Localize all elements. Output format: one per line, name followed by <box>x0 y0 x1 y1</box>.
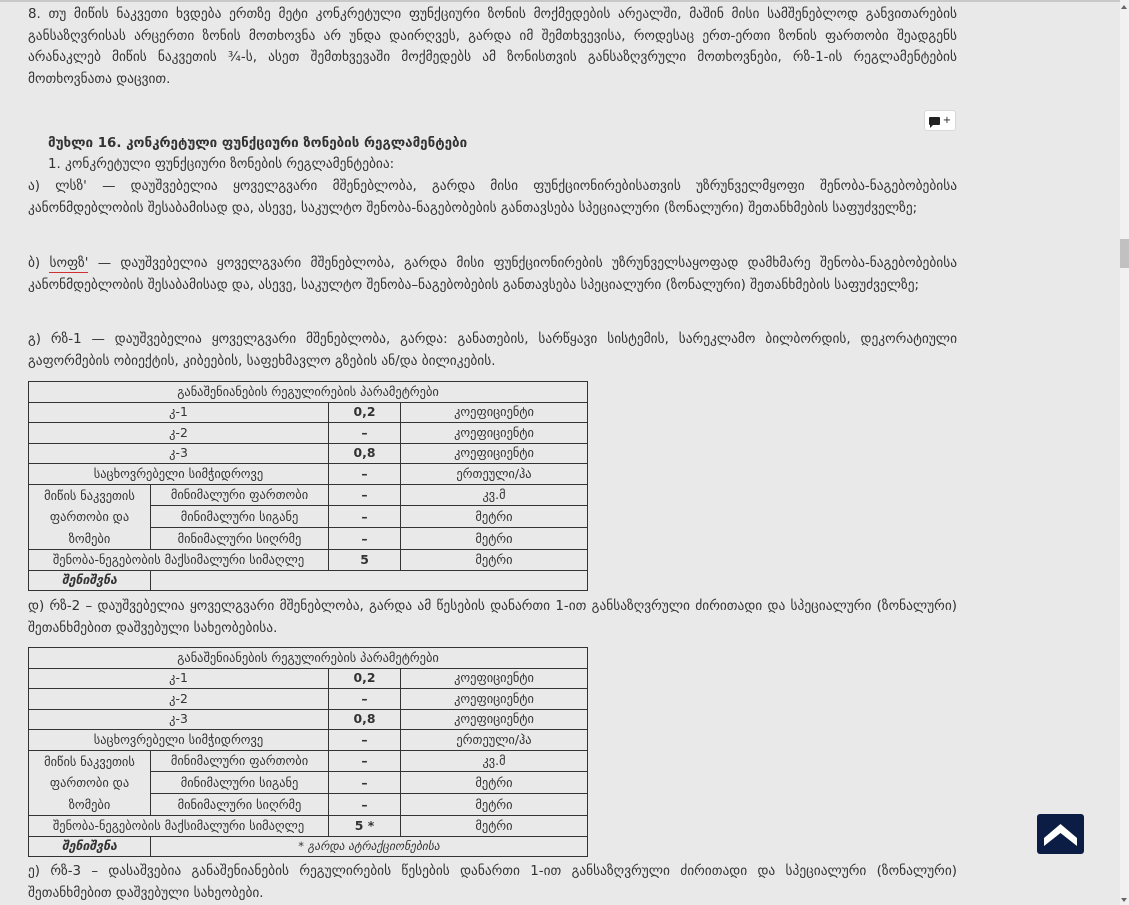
row-label: მინიმალური სიღრმე <box>151 528 329 550</box>
table-row <box>29 402 588 423</box>
table-row <box>29 550 588 571</box>
table-header: განაშენიანების რეგულირების პარამეტრები <box>29 382 588 403</box>
row-label: მინიმალური სიგანე <box>151 506 329 528</box>
group-label <box>29 484 151 550</box>
plus-label: + <box>942 114 952 126</box>
row-unit: მეტრი <box>401 528 588 550</box>
table-row <box>29 668 588 689</box>
group-label-line: ფართობი და <box>49 509 130 524</box>
row-unit: მეტრი <box>401 816 588 837</box>
paragraph-8: 8. თუ მიწის ნაკვეთი ხვდება ერთზე მეტი კონკრეტული ფუნქციური ზონის მოქმედების არეალში, მაშინ მისი სამშენებლოდ განვითარების განსაზღვრისას არცერთი ზონის მოთხოვნა არ უნდა დაირღვეს, გარდა იმ შემთხვევისა, როდესაც ერთ-ერთი ზონის ფართობი შეადგენს არანაკლებ მიწის ნაკვეთის ¾-ს, ასეთ შემთხვევაში მოქმედებს ამ ზონისთვის განსაზღვრული მოთხოვნები, რზ-1-ის რეგლამენტების მოთხოვნათა დაცვით. <box>28 7 957 87</box>
row-unit: კვ.მ <box>401 484 588 506</box>
item-a <box>28 176 957 219</box>
item-e: ე) რზ-3 – დასაშვებია განაშენიანების რეგულირების წესების დანართი 1-ით განსაზღვრული ძირითადი და სპეციალური (ზონალური) შეთანხმებით დაშვებული სახეობები. <box>28 864 957 901</box>
row-value: – <box>329 506 401 528</box>
item-b-code: სოფზ' <box>49 256 89 271</box>
row-unit: ერთეული/ჰა <box>401 464 588 485</box>
table-header: განაშენიანების რეგულირების პარამეტრები <box>29 648 588 669</box>
row-value: 0,8 <box>329 709 401 730</box>
group-label-line: ფართობი და <box>49 775 130 790</box>
vertical-scrollbar[interactable] <box>1120 0 1129 905</box>
group-label-line: მიწის ნაკვეთის <box>44 753 135 769</box>
row-label: კ-2 <box>29 689 329 710</box>
row-unit: კოეფიციენტი <box>401 402 588 423</box>
row-label: შენობა-ნეგებობის მაქსიმალური სიმაღლე <box>29 550 329 571</box>
item-d: დ) რზ-2 – დაუშვებელია ყოველგვარი მშენებლობა, გარდა ამ წესების დანართი 1-ით განსაზღვრული ძირითადი და სპეციალური (ზონალური) შეთანხმებით დაშვებული სახეობებისა. <box>28 599 957 636</box>
row-value: – <box>329 772 401 794</box>
row-label: მინიმალური ფართობი <box>151 750 329 772</box>
row-value: – <box>329 689 401 710</box>
table-row <box>29 464 588 485</box>
row-unit: მეტრი <box>401 794 588 816</box>
row-value: – <box>329 794 401 816</box>
chevron-up-icon <box>1037 814 1084 854</box>
row-label: მინიმალური ფართობი <box>151 484 329 506</box>
item-g: გ) რზ-1 — დაუშვებელია ყოველგვარი მშენებლობა, გარდა: განათების, სარწყავი სისტემის, სარეკლამო ბილბორდის, დეკორატიული გაფორმების ობიექტის, კიბეების, საფეხმავლო გზების ან/და ბილიკების. <box>28 332 957 369</box>
row-value: – <box>329 528 401 550</box>
group-label-line: ზომები <box>68 530 111 546</box>
note-value <box>151 570 588 591</box>
row-unit: მეტრი <box>401 506 588 528</box>
parameters-table-1 <box>28 381 588 591</box>
row-value: 5 * <box>329 816 401 837</box>
article-title: მუხლი 16. კონკრეტული ფუნქციური ზონების რეგლამენტები <box>48 136 468 151</box>
note-value: * გარდა ატრაქციონებისა <box>151 836 588 857</box>
comment-icon <box>929 117 940 125</box>
row-value: 5 <box>329 550 401 571</box>
table-header-row <box>29 382 588 403</box>
row-value: – <box>329 484 401 506</box>
group-label-line: ზომები <box>68 796 111 812</box>
parameters-table-2 <box>28 647 588 857</box>
item-b-prefix: ბ) <box>28 256 50 271</box>
table-row <box>29 816 588 837</box>
scrollbar-thumb[interactable] <box>1120 239 1129 268</box>
table-row <box>29 689 588 710</box>
table-row <box>29 484 588 506</box>
row-label: მინიმალური სიგანე <box>151 772 329 794</box>
row-label: კ-3 <box>29 443 329 464</box>
row-unit: ერთეული/ჰა <box>401 730 588 751</box>
item-b <box>28 253 957 296</box>
row-unit: კოეფიციენტი <box>401 689 588 710</box>
table-header-row <box>29 648 588 669</box>
row-value: 0,8 <box>329 443 401 464</box>
table-row <box>29 750 588 772</box>
row-value: 0,2 <box>329 668 401 689</box>
table-note-row <box>29 570 588 591</box>
row-unit: კოეფიციენტი <box>401 443 588 464</box>
item-1: 1. კონკრეტული ფუნქციური ზონების რეგლამენტებია: <box>48 157 395 172</box>
row-label: საცხოვრებელი სიმჭიდროვე <box>29 730 329 751</box>
row-unit: მეტრი <box>401 772 588 794</box>
row-unit: კოეფიციენტი <box>401 668 588 689</box>
table-row <box>29 709 588 730</box>
row-value: – <box>329 464 401 485</box>
row-label: კ-2 <box>29 423 329 444</box>
item-a-prefix: ა) ლსზ' <box>28 179 103 194</box>
group-label <box>29 750 151 816</box>
row-unit: კოეფიციენტი <box>401 423 588 444</box>
table-note-row <box>29 836 588 857</box>
scroll-up-arrow-icon[interactable] <box>1121 5 1127 9</box>
table-row <box>29 730 588 751</box>
table-row <box>29 443 588 464</box>
row-value: 0,2 <box>329 402 401 423</box>
top-divider <box>0 0 1120 2</box>
item-b-text: — დაუშვებელია ყოველგვარი მშენებლობა, გარდა მისი ფუნქციონირების უზრუნველსაყოფად დამხმარე შენობა-ნაგებობებისა კანონმდებლობის შესაბამისად და, ასევე, საკულტო შენობა–ნაგებობების განთავსება სპეციალური (ზონალური) შეთანხმების საფუძველზე; <box>28 256 957 293</box>
row-label: მინიმალური სიღრმე <box>151 794 329 816</box>
note-label: შენიშვნა <box>29 570 151 591</box>
group-label-line: მიწის ნაკვეთის <box>44 487 135 503</box>
row-value: – <box>329 730 401 751</box>
row-unit: მეტრი <box>401 550 588 571</box>
note-label: შენიშვნა <box>29 836 151 857</box>
item-a-text: — დაუშვებელია ყოველგვარი მშენებლობა, გარდა მისი ფუნქციონირებისათვის უზრუნველმყოფი შენობა-ნაგებობებისა კანონმდებლობის შესაბამისად და, ასევე, საკულტო შენობა-ნაგებობების განთავსება სპეციალური (ზონალური) შეთანხმების საფუძველზე; <box>28 179 957 216</box>
back-to-top-button[interactable] <box>1037 814 1084 854</box>
row-value: – <box>329 423 401 444</box>
row-unit: კვ.მ <box>401 750 588 772</box>
row-label: შენობა-ნეგებობის მაქსიმალური სიმაღლე <box>29 816 329 837</box>
row-label: საცხოვრებელი სიმჭიდროვე <box>29 464 329 485</box>
row-label: კ-3 <box>29 709 329 730</box>
row-unit: კოეფიციენტი <box>401 709 588 730</box>
row-value: – <box>329 750 401 772</box>
scroll-down-arrow-icon[interactable] <box>1121 898 1127 902</box>
add-comment-button[interactable] <box>924 110 956 131</box>
row-label: კ-1 <box>29 668 329 689</box>
table-row <box>29 423 588 444</box>
row-label: კ-1 <box>29 402 329 423</box>
